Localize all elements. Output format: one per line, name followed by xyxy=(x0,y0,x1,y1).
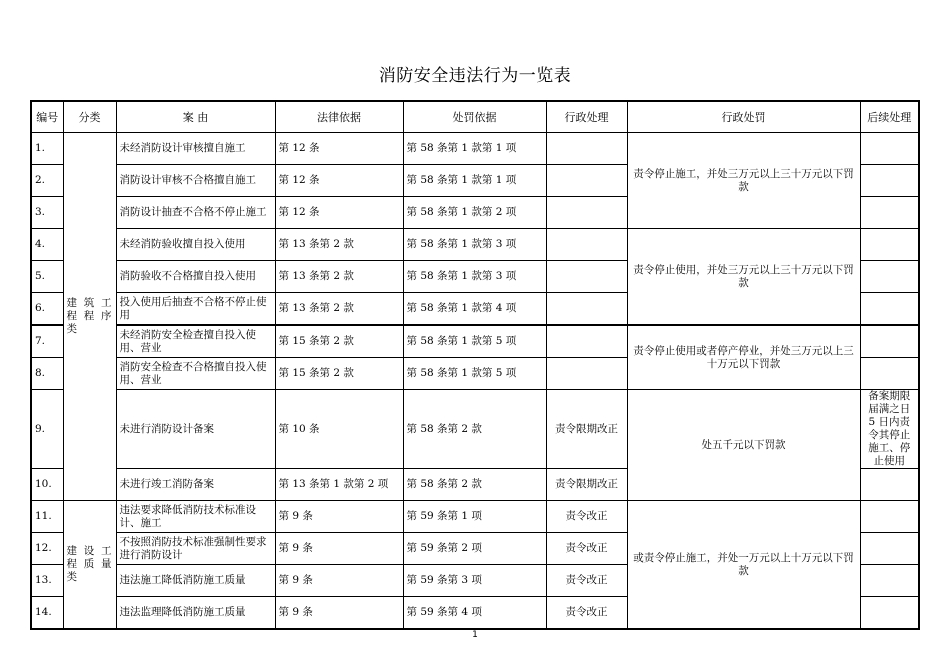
row-number: 13. xyxy=(31,565,63,597)
row-reason: 违法施工降低消防施工质量 xyxy=(116,565,275,597)
row-followup xyxy=(860,358,919,390)
row-admin xyxy=(546,197,627,229)
row-reason: 消防设计审核不合格擅自施工 xyxy=(116,165,275,197)
row-law: 第 15 条第 2 款 xyxy=(275,358,403,390)
row-followup xyxy=(860,597,919,630)
row-basis: 第 59 条第 1 项 xyxy=(403,501,546,533)
page-title: 消防安全违法行为一览表 xyxy=(378,66,572,86)
row-admin xyxy=(546,133,627,165)
row-number: 5. xyxy=(31,261,63,293)
header-legal-basis: 法律依据 xyxy=(275,101,403,133)
row-law: 第 9 条 xyxy=(275,533,403,565)
row-basis: 第 58 条第 1 款第 1 项 xyxy=(403,165,546,197)
row-followup: 备案期限届满之日 5 日内责令其停止施工、停止使用 xyxy=(860,390,919,469)
row-admin xyxy=(546,293,627,326)
row-followup xyxy=(860,469,919,501)
row-law: 第 13 条第 2 款 xyxy=(275,229,403,261)
row-number: 8. xyxy=(31,358,63,390)
row-basis: 第 58 条第 2 款 xyxy=(403,469,546,501)
row-number: 10. xyxy=(31,469,63,501)
category-construction-procedure: 建 筑 工 程 程 序 类 xyxy=(63,133,116,501)
table-row xyxy=(31,229,919,261)
row-admin: 责令改正 xyxy=(546,597,627,630)
row-reason: 违法监理降低消防施工质量 xyxy=(116,597,275,630)
row-followup xyxy=(860,165,919,197)
row-followup xyxy=(860,325,919,358)
header-number: 编号 xyxy=(31,101,63,133)
table-header-row xyxy=(31,101,919,133)
row-reason: 未经消防安全检查擅自投入使用、营业 xyxy=(116,325,275,358)
header-admin-penalty: 行政处罚 xyxy=(627,101,860,133)
page-number: 1 xyxy=(472,630,478,640)
row-reason: 消防设计抽查不合格不停止施工 xyxy=(116,197,275,229)
row-admin xyxy=(546,165,627,197)
row-law: 第 12 条 xyxy=(275,197,403,229)
row-admin: 责令限期改正 xyxy=(546,469,627,501)
row-followup xyxy=(860,229,919,261)
penalty-stop-use: 责令停止使用，并处三万元以上三十万元以下罚款 xyxy=(627,229,860,326)
row-admin xyxy=(546,325,627,358)
row-law: 第 10 条 xyxy=(275,390,403,469)
row-reason: 未经消防验收擅自投入使用 xyxy=(116,229,275,261)
row-admin xyxy=(546,358,627,390)
row-number: 12. xyxy=(31,533,63,565)
row-number: 3. xyxy=(31,197,63,229)
row-number: 9. xyxy=(31,390,63,469)
row-number: 4. xyxy=(31,229,63,261)
row-number: 14. xyxy=(31,597,63,630)
row-law: 第 9 条 xyxy=(275,565,403,597)
row-reason: 消防安全检查不合格擅自投入使用、营业 xyxy=(116,358,275,390)
row-basis: 第 58 条第 2 款 xyxy=(403,390,546,469)
header-category: 分类 xyxy=(63,101,116,133)
row-admin: 责令限期改正 xyxy=(546,390,627,469)
row-followup xyxy=(860,565,919,597)
row-basis: 第 58 条第 1 款第 1 项 xyxy=(403,133,546,165)
row-followup xyxy=(860,293,919,326)
row-followup xyxy=(860,133,919,165)
row-number: 6. xyxy=(31,293,63,326)
row-reason: 违法要求降低消防技术标准设计、施工 xyxy=(116,501,275,533)
row-admin: 责令改正 xyxy=(546,533,627,565)
row-admin: 责令改正 xyxy=(546,501,627,533)
row-law: 第 13 条第 2 款 xyxy=(275,293,403,326)
row-basis: 第 58 条第 1 款第 5 项 xyxy=(403,358,546,390)
row-law: 第 13 条第 2 款 xyxy=(275,261,403,293)
penalty-fine-5000: 处五千元以下罚款 xyxy=(627,390,860,501)
row-reason: 未经消防设计审核擅自施工 xyxy=(116,133,275,165)
row-number: 11. xyxy=(31,501,63,533)
row-basis: 第 59 条第 2 项 xyxy=(403,533,546,565)
row-basis: 第 58 条第 1 款第 3 项 xyxy=(403,261,546,293)
header-admin-handling: 行政处理 xyxy=(546,101,627,133)
row-law: 第 12 条 xyxy=(275,165,403,197)
category-construction-quality: 建 设 工 程 质 量 类 xyxy=(63,501,116,630)
penalty-stop-construction: 责令停止施工，并处三万元以上三十万元以下罚款 xyxy=(627,133,860,229)
row-followup xyxy=(860,533,919,565)
row-admin xyxy=(546,261,627,293)
row-basis: 第 58 条第 1 款第 3 项 xyxy=(403,229,546,261)
row-reason: 未进行竣工消防备案 xyxy=(116,469,275,501)
row-reason: 投入使用后抽查不合格不停止使用 xyxy=(116,293,275,326)
row-law: 第 15 条第 2 款 xyxy=(275,325,403,358)
row-number: 7. xyxy=(31,325,63,358)
table-row xyxy=(31,501,919,533)
row-admin xyxy=(546,229,627,261)
row-followup xyxy=(860,261,919,293)
row-admin: 责令改正 xyxy=(546,565,627,597)
row-number: 2. xyxy=(31,165,63,197)
row-basis: 第 59 条第 3 项 xyxy=(403,565,546,597)
row-number: 1. xyxy=(31,133,63,165)
row-basis: 第 58 条第 1 款第 2 项 xyxy=(403,197,546,229)
table-row xyxy=(31,325,919,358)
row-law: 第 9 条 xyxy=(275,597,403,630)
row-law: 第 12 条 xyxy=(275,133,403,165)
row-basis: 第 58 条第 1 款第 5 项 xyxy=(403,325,546,358)
row-reason: 消防验收不合格擅自投入使用 xyxy=(116,261,275,293)
row-law: 第 13 条第 1 款第 2 项 xyxy=(275,469,403,501)
row-basis: 第 59 条第 4 项 xyxy=(403,597,546,630)
table-row xyxy=(31,133,919,165)
row-followup xyxy=(860,197,919,229)
row-followup xyxy=(860,501,919,533)
row-basis: 第 58 条第 1 款第 4 项 xyxy=(403,293,546,326)
table-row xyxy=(31,390,919,469)
header-follow-up: 后续处理 xyxy=(860,101,919,133)
violations-table xyxy=(30,100,920,630)
header-case: 案 由 xyxy=(116,101,275,133)
row-reason: 未进行消防设计备案 xyxy=(116,390,275,469)
penalty-stop-construction-fine: 或责令停止施工，并处一万元以上十万元以下罚款 xyxy=(627,501,860,630)
penalty-stop-business: 责令停止使用或者停产停业，并处三万元以上三十万元以下罚款 xyxy=(627,325,860,390)
row-law: 第 9 条 xyxy=(275,501,403,533)
row-reason: 不按照消防技术标准强制性要求进行消防设计 xyxy=(116,533,275,565)
header-penalty-basis: 处罚依据 xyxy=(403,101,546,133)
